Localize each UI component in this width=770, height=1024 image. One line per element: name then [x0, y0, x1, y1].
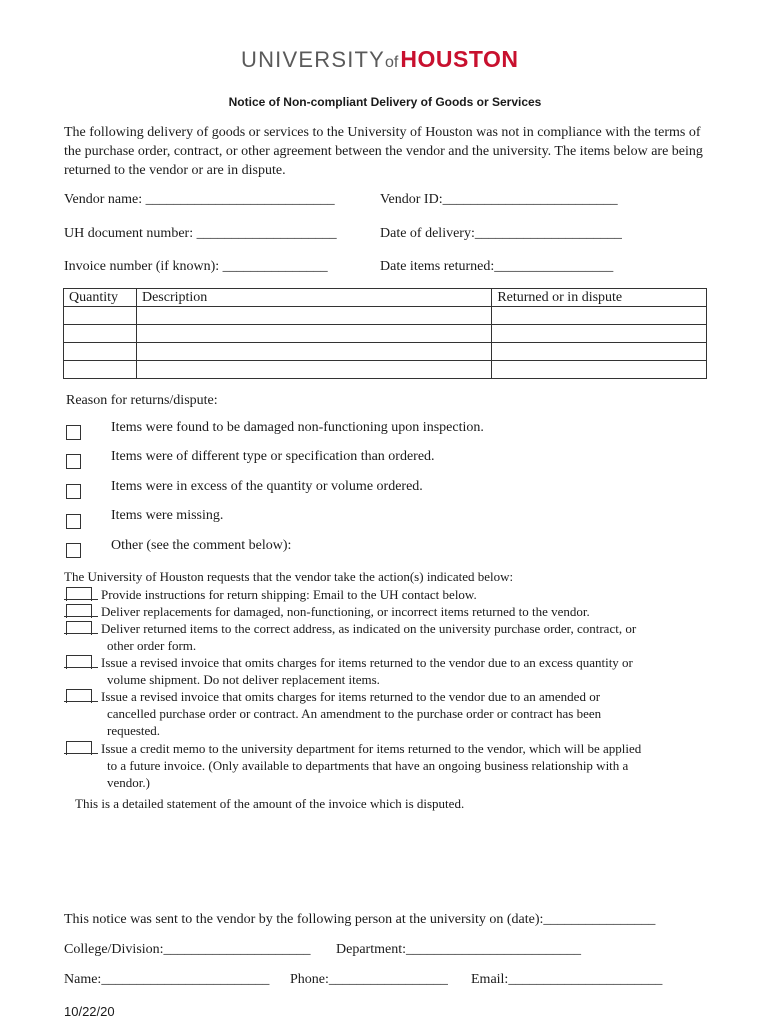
vendor-name-field[interactable]: Vendor name: ___________________________ [64, 192, 335, 207]
reason-label: Reason for returns/dispute: [66, 393, 218, 408]
action-text: Deliver replacements for damaged, non-functioning, or incorrect items returned to the vendor. [101, 604, 590, 619]
action-text: Deliver returned items to the correct address, as indicated on the university purchase order, contract, or [101, 621, 637, 636]
reason-label-other: Other (see the comment below): [111, 538, 292, 553]
action-text: Issue a credit memo to the university department for items returned to the vendor, which will be applied [101, 741, 642, 756]
table-cell[interactable] [64, 361, 137, 379]
action-text: Issue a revised invoice that omits charges for items returned to the vendor due to an excess quantity or [101, 655, 633, 670]
items-table [63, 288, 707, 379]
uh-document-number-field[interactable]: UH document number: ____________________ [64, 226, 337, 241]
table-cell[interactable] [64, 325, 137, 343]
college-division-field[interactable]: College/Division:_____________________ [64, 942, 311, 957]
page-title: Notice of Non-compliant Delivery of Goods or Services [228, 95, 542, 109]
table-cell[interactable] [492, 361, 707, 379]
table-cell[interactable] [136, 325, 491, 343]
action-text-cont: requested. [107, 723, 161, 738]
table-row [64, 307, 707, 325]
table-cell[interactable] [64, 343, 137, 361]
reason-label-damaged: Items were found to be damaged non-functioning upon inspection. [111, 420, 484, 435]
table-cell[interactable] [136, 307, 491, 325]
action-item [64, 654, 724, 688]
university-of-houston-logo [241, 46, 518, 73]
action-text-cont: other order form. [107, 638, 197, 653]
reason-label-excess: Items were in excess of the quantity or volume ordered. [111, 479, 423, 494]
action-item [64, 603, 724, 620]
quantity-header: Quantity [64, 289, 137, 307]
action-item [64, 740, 724, 791]
name-field[interactable]: Name:________________________ [64, 972, 270, 987]
logo-houston-text: HOUSTON [400, 46, 519, 72]
reason-checkbox-missing[interactable] [66, 514, 81, 529]
table-cell[interactable] [492, 325, 707, 343]
document-date: 10/22/20 [64, 1004, 115, 1019]
logo-of-text: of [385, 54, 399, 71]
table-cell[interactable] [64, 307, 137, 325]
intro-paragraph: The following delivery of goods or services to the University of Houston was not in compliance with the terms of the purchase order, contract, or other agreement between the vendor and the university. The items below are being returned to the vendor or are in dispute. [64, 125, 703, 178]
table-cell[interactable] [492, 343, 707, 361]
action-text: Provide instructions for return shipping: Email to the UH contact below. [101, 587, 477, 602]
email-field[interactable]: Email:______________________ [471, 972, 663, 987]
action-item [64, 586, 724, 603]
department-field[interactable]: Department:_________________________ [336, 942, 581, 957]
reason-checkbox-other[interactable] [66, 543, 81, 558]
action-item [64, 620, 724, 654]
action-text-cont: volume shipment. Do not deliver replacement items. [107, 672, 380, 687]
notice-sent-field[interactable]: This notice was sent to the vendor by the following person at the university on (date):________________ [64, 912, 656, 927]
invoice-number-field[interactable]: Invoice number (if known): _______________ [64, 259, 328, 274]
reason-checkbox-damaged[interactable] [66, 425, 81, 440]
table-row [64, 343, 707, 361]
table-header-row [64, 289, 707, 307]
action-text-cont: cancelled purchase order or contract. An amendment to the purchase order or contract has been [107, 706, 602, 721]
reason-checkbox-excess[interactable] [66, 484, 81, 499]
reason-checkbox-different-type[interactable] [66, 454, 81, 469]
returned-header: Returned or in dispute [492, 289, 707, 307]
table-row [64, 325, 707, 343]
logo-university-text: UNIVERSITY [241, 47, 386, 72]
table-cell[interactable] [492, 307, 707, 325]
action-item [64, 688, 724, 739]
action-text-cont: vendor.) [107, 775, 150, 790]
description-header: Description [136, 289, 491, 307]
date-items-returned-field[interactable]: Date items returned:_________________ [380, 259, 614, 274]
phone-field[interactable]: Phone:_________________ [290, 972, 448, 987]
action-text-cont: to a future invoice. (Only available to departments that have an ongoing business relationship with a [107, 758, 629, 773]
reason-label-different-type: Items were of different type or specification than ordered. [111, 449, 435, 464]
vendor-id-field[interactable]: Vendor ID:_________________________ [380, 192, 618, 207]
reason-label-missing: Items were missing. [111, 508, 224, 523]
action-text: Issue a revised invoice that omits charges for items returned to the vendor due to an amended or [101, 689, 601, 704]
table-cell[interactable] [136, 361, 491, 379]
detail-statement: This is a detailed statement of the amount of the invoice which is disputed. [75, 796, 465, 811]
table-cell[interactable] [136, 343, 491, 361]
request-intro: The University of Houston requests that the vendor take the action(s) indicated below: [64, 569, 514, 584]
table-row [64, 361, 707, 379]
date-of-delivery-field[interactable]: Date of delivery:_____________________ [380, 226, 622, 241]
